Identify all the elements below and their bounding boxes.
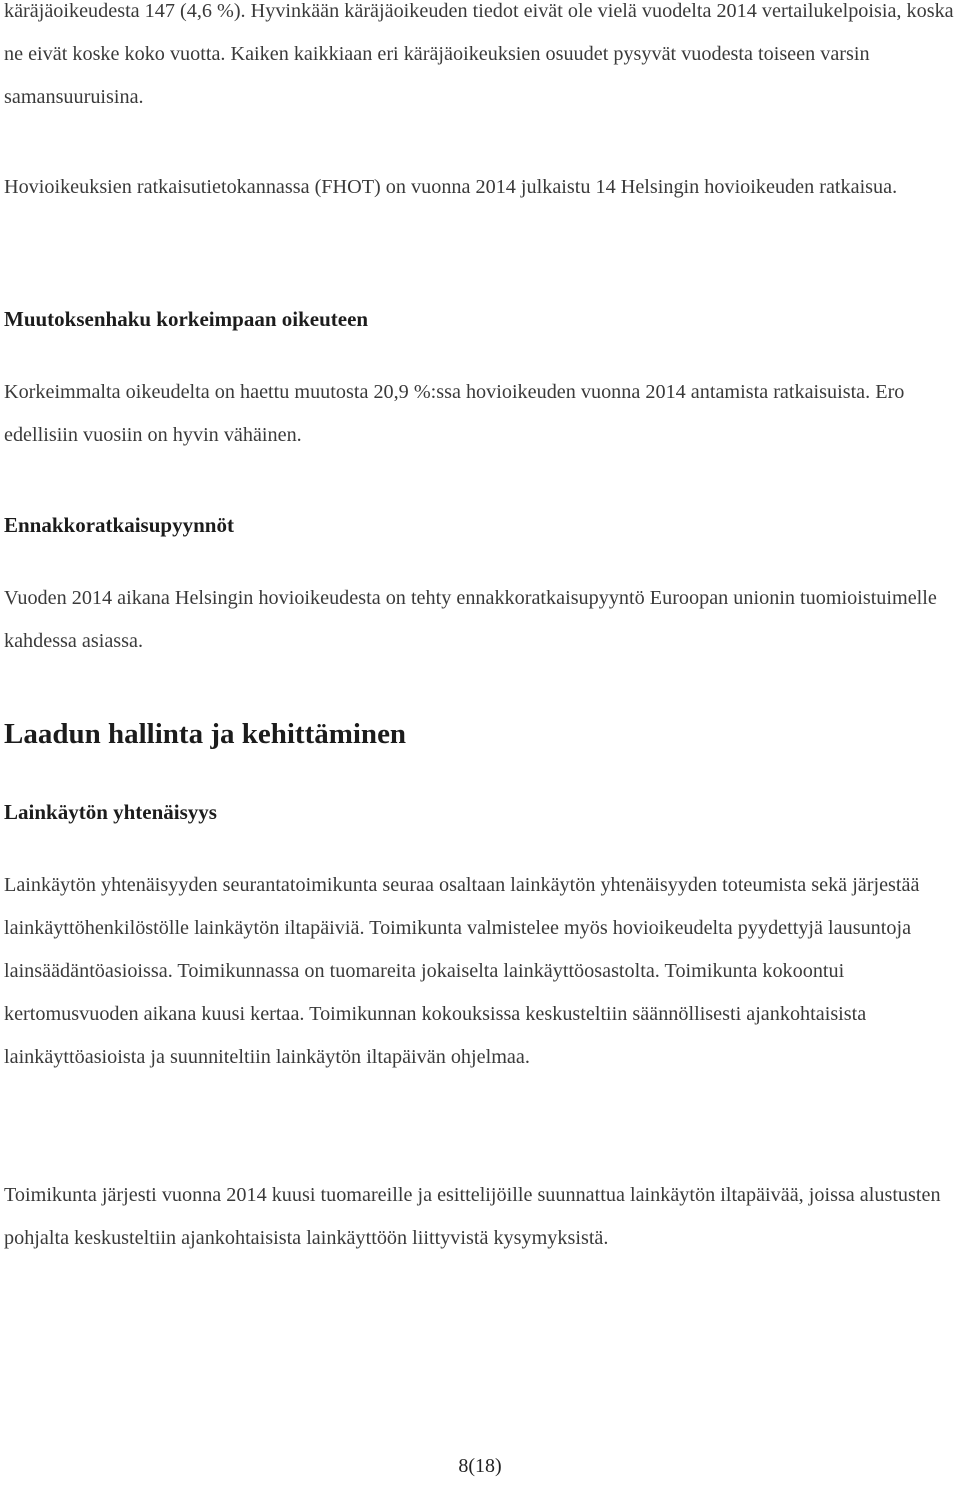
- chapter-title: Laadun hallinta ja kehittäminen: [4, 718, 407, 750]
- preliminary-ruling-paragraph: Vuoden 2014 aikana Helsingin hovioikeudesta on tehty ennakkoratkaisupyyntö Euroopan unionin tuomioistuimelle kahdessa asiassa.: [4, 587, 937, 652]
- fhot-paragraph: Hovioikeuksien ratkaisutietokannassa (FHOT) on vuonna 2014 julkaistu 14 Helsingin hovioikeuden ratkaisua.: [4, 176, 898, 198]
- page-number: 8(18): [458, 1455, 502, 1477]
- subheading-uniformity: Lainkäytön yhtenäisyys: [4, 800, 217, 824]
- afternoon-sessions-paragraph: Toimikunta järjesti vuonna 2014 kuusi tuomareille ja esittelijöille suunnattua lainkäytön iltapäivää, joissa alustusten pohjalta keskusteltiin ajankohtaisista lainkäyttöön liittyvistä kysymyksistä.: [4, 1184, 941, 1249]
- uniformity-paragraph: Lainkäytön yhtenäisyyden seurantatoimikunta seuraa osaltaan lainkäytön yhtenäisyyden toteumista sekä järjestää lainkäyttöhenkilöstölle lainkäytön iltapäiviä. Toimikunta valmistelee myös hovioikeudelta pyydettyjä lausuntoja lainsäädäntöasioissa. Toimikunnassa on tuomareita jokaiselta lainkäyttöosastolta. Toimikunta kokoontui kertomusvuoden aikana kuusi kertaa. Toimikunnan kokouksissa keskusteltiin säännöllisesti ajankohtaisista lainkäyttöasioista ja suunniteltiin lainkäytön iltapäivän ohjelmaa.: [4, 874, 920, 1068]
- appeal-paragraph: Korkeimmalta oikeudelta on haettu muutosta 20,9 %:ssa hovioikeuden vuonna 2014 antamista ratkaisuista. Ero edellisiin vuosiin on hyvin vähäinen.: [4, 381, 905, 446]
- section-heading-preliminary-ruling: Ennakkoratkaisupyynnöt: [4, 513, 234, 537]
- intro-paragraph: käräjäoikeudesta 147 (4,6 %). Hyvinkään käräjäoikeuden tiedot eivät ole vielä vuodelta 2014 vertailukelpoisia, koska ne eivät koske koko vuotta. Kaiken kaikkiaan eri käräjäoikeuksien osuudet pysyvät vuodesta toiseen varsin samansuuruisina.: [4, 0, 954, 108]
- section-heading-appeal: Muutoksenhaku korkeimpaan oikeuteen: [4, 307, 369, 331]
